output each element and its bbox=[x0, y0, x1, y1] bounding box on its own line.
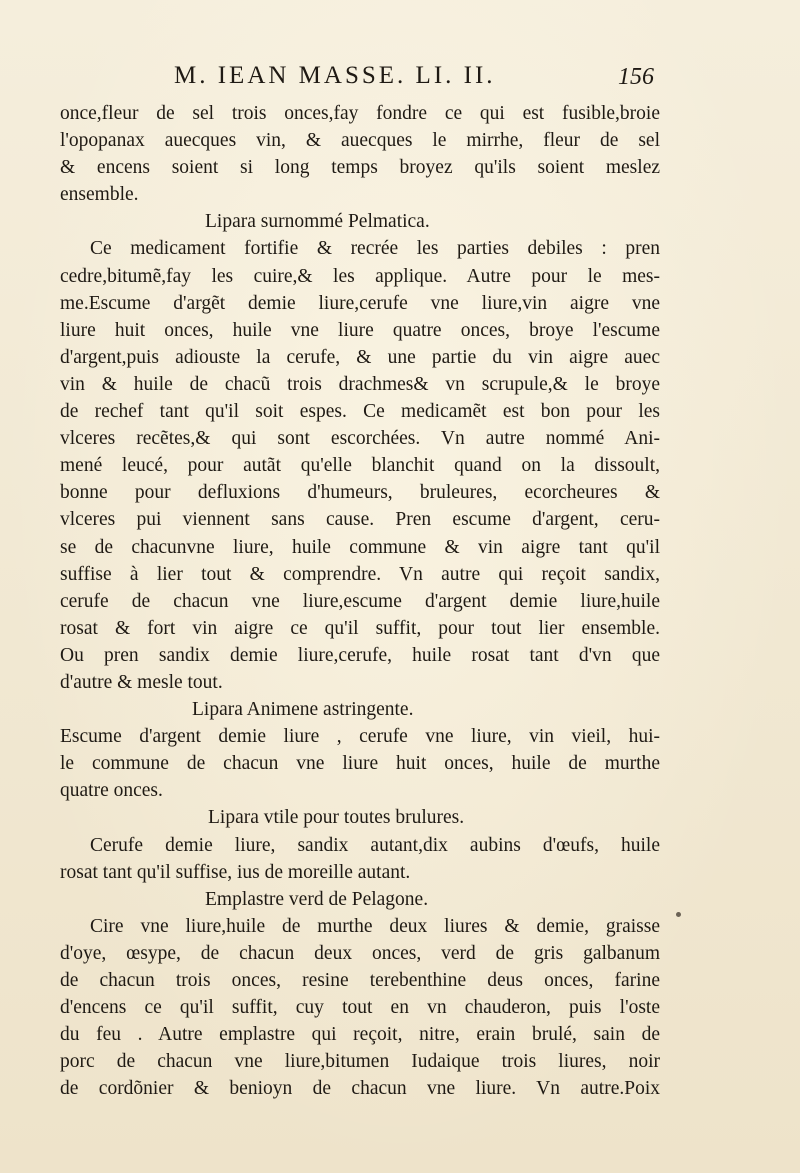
body-text bbox=[60, 100, 660, 1102]
text-line: Ce medicament fortifie & recrée les parties debiles : pren bbox=[90, 238, 660, 260]
section-heading: Lipara Animene astringente. bbox=[192, 699, 414, 721]
text-line: bonne pour defluxions d'humeurs, bruleures, ecorcheures & bbox=[60, 482, 660, 504]
text-line: Ou pren sandix demie liure,cerufe, huile rosat tant d'vn que bbox=[60, 644, 660, 666]
section-heading: Lipara vtile pour toutes brulures. bbox=[208, 807, 465, 829]
ink-speck bbox=[676, 912, 681, 917]
text-line: vin & huile de chacũ trois drachmes& vn scrupule,& le broye bbox=[60, 373, 660, 395]
text-line: rosat & fort vin aigre ce qu'il suffit, pour tout lier ensemble. bbox=[60, 617, 660, 639]
text-line: quatre onces. bbox=[60, 780, 163, 802]
text-line: mené leucé, pour autãt qu'elle blanchit quand on la dissoult, bbox=[60, 455, 660, 477]
text-line: du feu . Autre emplastre qui reçoit, nitre, erain brulé, sain de bbox=[60, 1024, 660, 1046]
text-line: d'argent,puis adiouste la cerufe, & une partie du vin aigre auec bbox=[60, 346, 660, 368]
text-line: se de chacunvne liure, huile commune & vin aigre tant qu'il bbox=[60, 536, 660, 558]
text-line: d'oye, œsype, de chacun deux onces, verd de gris galbanum bbox=[60, 942, 660, 964]
text-line: liure huit onces, huile vne liure quatre onces, broye l'escume bbox=[60, 319, 660, 341]
text-line: vlceres recẽtes,& qui sont escorchées. Vn autre nommé Ani- bbox=[60, 428, 660, 450]
running-head bbox=[62, 62, 662, 96]
text-line: ensemble. bbox=[60, 184, 139, 206]
text-line: de cordõnier & benioyn de chacun vne liure. Vn autre.Poix bbox=[60, 1078, 660, 1100]
text-line: l'opopanax auecques vin, & auecques le mirrhe, fleur de sel bbox=[60, 130, 660, 152]
text-line: suffise à lier tout & comprendre. Vn autre qui reçoit sandix, bbox=[60, 563, 660, 585]
text-line: rosat tant qu'il suffise, ius de moreille autant. bbox=[60, 861, 411, 883]
text-line: cerufe de chacun vne liure,escume d'argent demie liure,huile bbox=[60, 590, 660, 612]
section-heading: Lipara surnommé Pelmatica. bbox=[205, 211, 430, 233]
text-line: Cire vne liure,huile de murthe deux liures & demie, graisse bbox=[90, 915, 660, 937]
text-line: porc de chacun vne liure,bitumen Iudaique trois liures, noir bbox=[60, 1051, 660, 1073]
page-number: 156 bbox=[618, 64, 654, 90]
text-line: Escume d'argent demie liure , cerufe vne liure, vin vieil, hui- bbox=[60, 726, 660, 748]
text-line: d'encens ce qu'il suffit, cuy tout en vn chauderon, puis l'oste bbox=[60, 997, 660, 1019]
text-line: once,fleur de sel trois onces,fay fondre ce qui est fusible,broie bbox=[60, 103, 660, 124]
text-line: & encens soient si long temps broyez qu'ils soient meslez bbox=[60, 157, 660, 179]
text-line: d'autre & mesle tout. bbox=[60, 671, 223, 693]
text-line: de chacun trois onces, resine terebenthine deus onces, farine bbox=[60, 970, 660, 991]
text-line: le commune de chacun vne liure huit onces, huile de murthe bbox=[60, 753, 660, 775]
text-line: vlceres pui viennent sans cause. Pren escume d'argent, ceru- bbox=[60, 509, 660, 531]
text-line: Cerufe demie liure, sandix autant,dix aubins d'œufs, huile bbox=[90, 834, 660, 856]
text-line: me.Escume d'argẽt demie liure,cerufe vne liure,vin aigre vne bbox=[60, 292, 660, 314]
text-line: de rechef tant qu'il soit espes. Ce medicamẽt est bon pour les bbox=[60, 401, 660, 423]
running-head-title: M. IEAN MASSE. LI. II. bbox=[174, 62, 496, 89]
text-line: cedre,bitumẽ,fay les cuire,& les applique. Autre pour le mes- bbox=[60, 265, 660, 287]
section-heading: Emplastre verd de Pelagone. bbox=[205, 888, 429, 910]
